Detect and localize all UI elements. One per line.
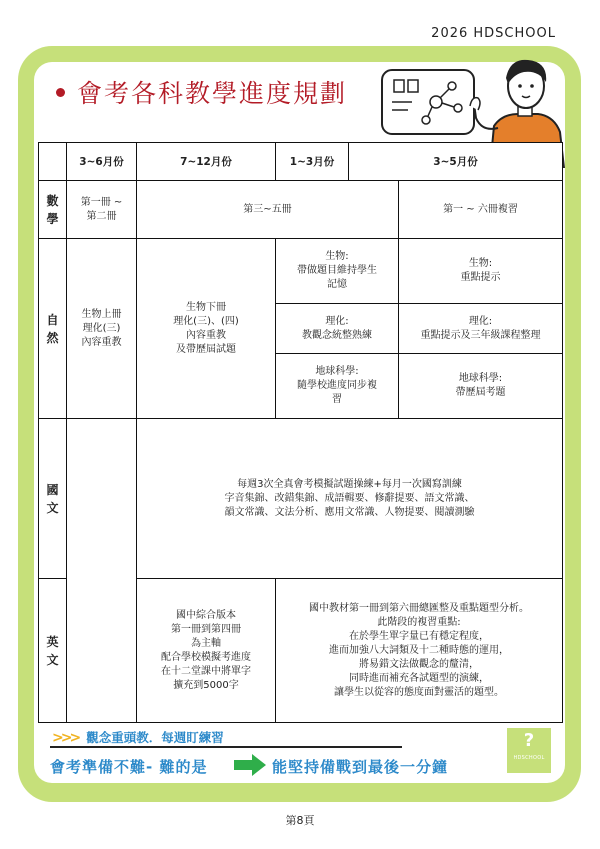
slogan-line2b: 能堅持備戰到最後一分鐘	[272, 758, 449, 776]
subject-math: 數 學	[39, 181, 67, 239]
header-cell: 7~12月份	[137, 143, 276, 181]
math-cell: 第一 ~ 六冊複習	[399, 181, 563, 239]
math-cell: 第三~五冊	[137, 181, 399, 239]
page-title	[56, 74, 347, 110]
arrow-right-icon	[234, 754, 266, 776]
bullet-icon	[56, 88, 65, 97]
slogan-line1	[52, 728, 224, 746]
subject-science: 自 然	[39, 239, 67, 419]
slogan1-text: 觀念重頭教．每週盯練習	[86, 730, 224, 745]
english-cell: 國中綜合版本 第一冊到第四冊 為主軸 配合學校模擬考進度 在十二堂課中將單字 擴充到5000字	[137, 579, 276, 723]
science-cell: 生物: 帶做題目維持學生 記憶	[276, 239, 399, 304]
header-row	[39, 143, 563, 181]
question-icon: ?	[523, 730, 535, 751]
science-cell: 理化: 重點提示及三年級課程整理	[399, 304, 563, 354]
chinese-cell: 每週3次全真會考模擬試題操練+每月一次國寫訓練 字音集錦、改錯集錦、成語輯要、修辭提要、語文常識、 韻文常識、文法分析、應用文常識、人物提要、閱讀測驗	[137, 419, 563, 579]
science-cell: 生物下冊 理化(三)、(四) 內容重教 及帶歷屆試題	[137, 239, 276, 419]
subject-english: 英 文	[39, 579, 67, 723]
hdschool-logo	[507, 728, 551, 773]
english-cell: 國中教材第一冊到第六冊總匯整及重點題型分析。 此階段的複習重點: 在於學生單字量已有穩定程度， 進而加強八大詞類及十二種時態的運用， 將易錯文法做觀念的釐清， 同時進而補充各試題型的演練， 讓學生以從容的態度面對靈活的題型。	[276, 579, 563, 723]
corner-cell	[39, 143, 67, 181]
slogan-line2a: 會考準備不難- 難的是	[50, 758, 208, 776]
schedule-table	[38, 142, 563, 723]
divider	[50, 746, 402, 748]
subject-chinese: 國 文	[39, 419, 67, 579]
header-cell: 3~6月份	[67, 143, 137, 181]
empty-cell	[67, 419, 137, 723]
page-number: 第8頁	[285, 814, 315, 827]
science-row	[39, 239, 563, 304]
header-cell: 3~5月份	[349, 143, 563, 181]
chinese-row	[39, 419, 563, 579]
logo-text: HDSCHOOL	[513, 755, 545, 761]
chevron-right-icon: >>>	[52, 730, 79, 746]
science-cell: 生物: 重點提示	[399, 239, 563, 304]
brand-label: 2026 HDSCHOOL	[431, 26, 556, 41]
science-cell: 地球科學: 帶歷屆考題	[399, 354, 563, 419]
math-row	[39, 181, 563, 239]
title-text: 會考各科教學進度規劃	[77, 79, 348, 108]
science-cell: 理化: 教觀念統整熟練	[276, 304, 399, 354]
science-cell: 地球科學: 隨學校進度同步複 習	[276, 354, 399, 419]
science-cell: 生物上冊 理化(三) 內容重教	[67, 239, 137, 419]
header-cell: 1~3月份	[276, 143, 349, 181]
math-cell: 第一冊 ~ 第二冊	[67, 181, 137, 239]
